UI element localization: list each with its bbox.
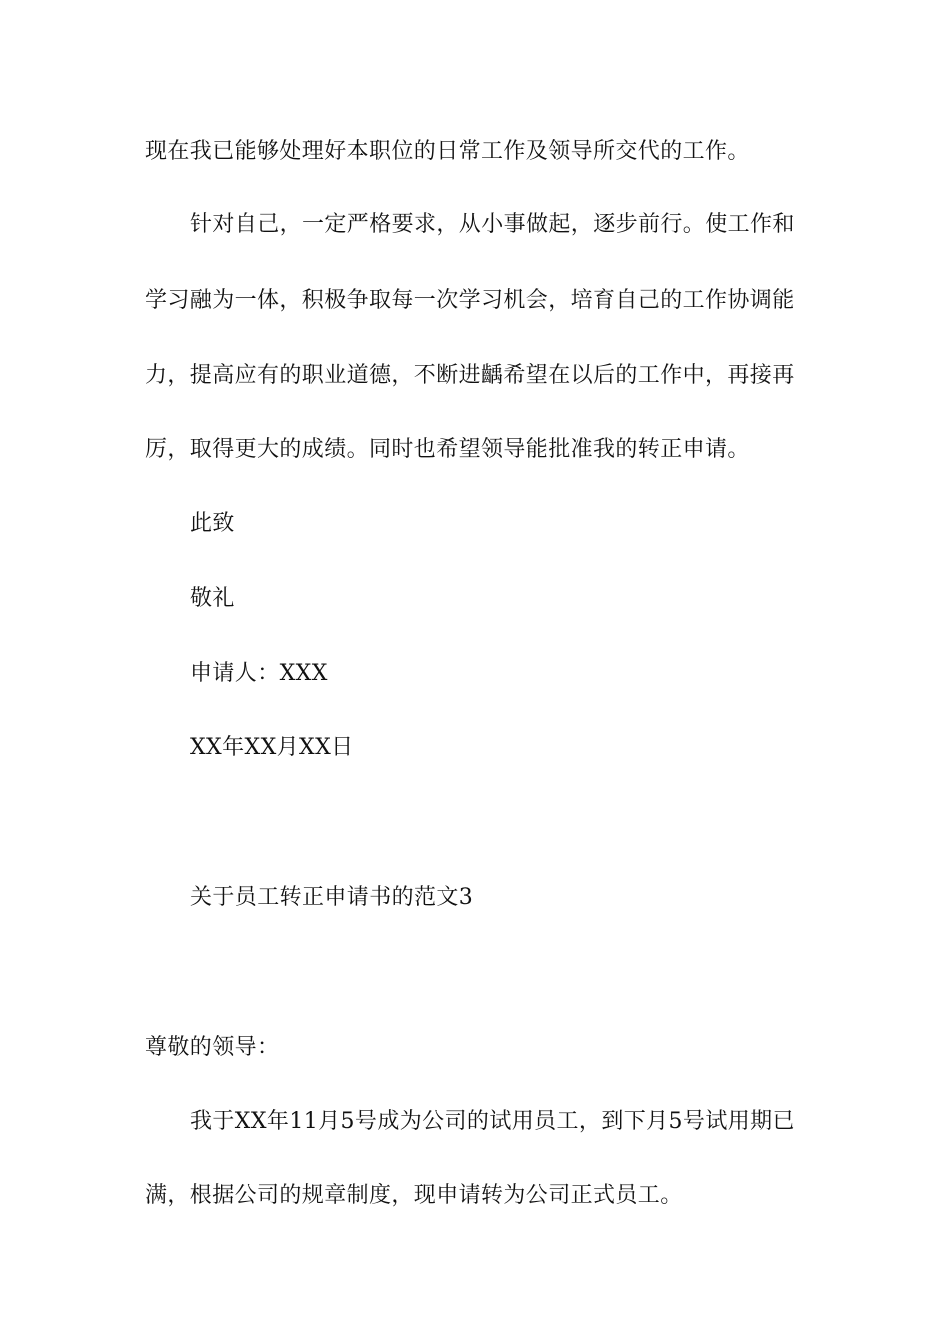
paragraph-line: 学习融为一体，积极争取每一次学习机会，培育自己的工作协调能 (145, 288, 795, 313)
paragraph-line: 满，根据公司的规章制度，现申请转为公司正式员工。 (145, 1183, 683, 1208)
paragraph-line: 厉，取得更大的成绩。同时也希望领导能批准我的转正申请。 (145, 437, 750, 462)
closing-salutation: 此致 (190, 511, 235, 536)
paragraph-line: 针对自己，一定严格要求，从小事做起，逐步前行。使工作和 (190, 212, 795, 237)
greeting: 尊敬的领导： (145, 1035, 280, 1060)
paragraph-line: 我于XX年11月5号成为公司的试用员工，到下月5号试用期已 (190, 1109, 795, 1134)
paragraph-line: 力，提高应有的职业道德，不断进齲希望在以后的工作中，再接再 (145, 363, 795, 388)
section-title: 关于员工转正申请书的范文3 (190, 885, 474, 910)
closing-regards: 敬礼 (190, 586, 235, 611)
paragraph-line: 现在我已能够处理好本职位的日常工作及领导所交代的工作。 (145, 139, 750, 164)
applicant-signature: 申请人：XXX (190, 661, 328, 686)
signature-date: XX年XX月XX日 (190, 735, 354, 760)
